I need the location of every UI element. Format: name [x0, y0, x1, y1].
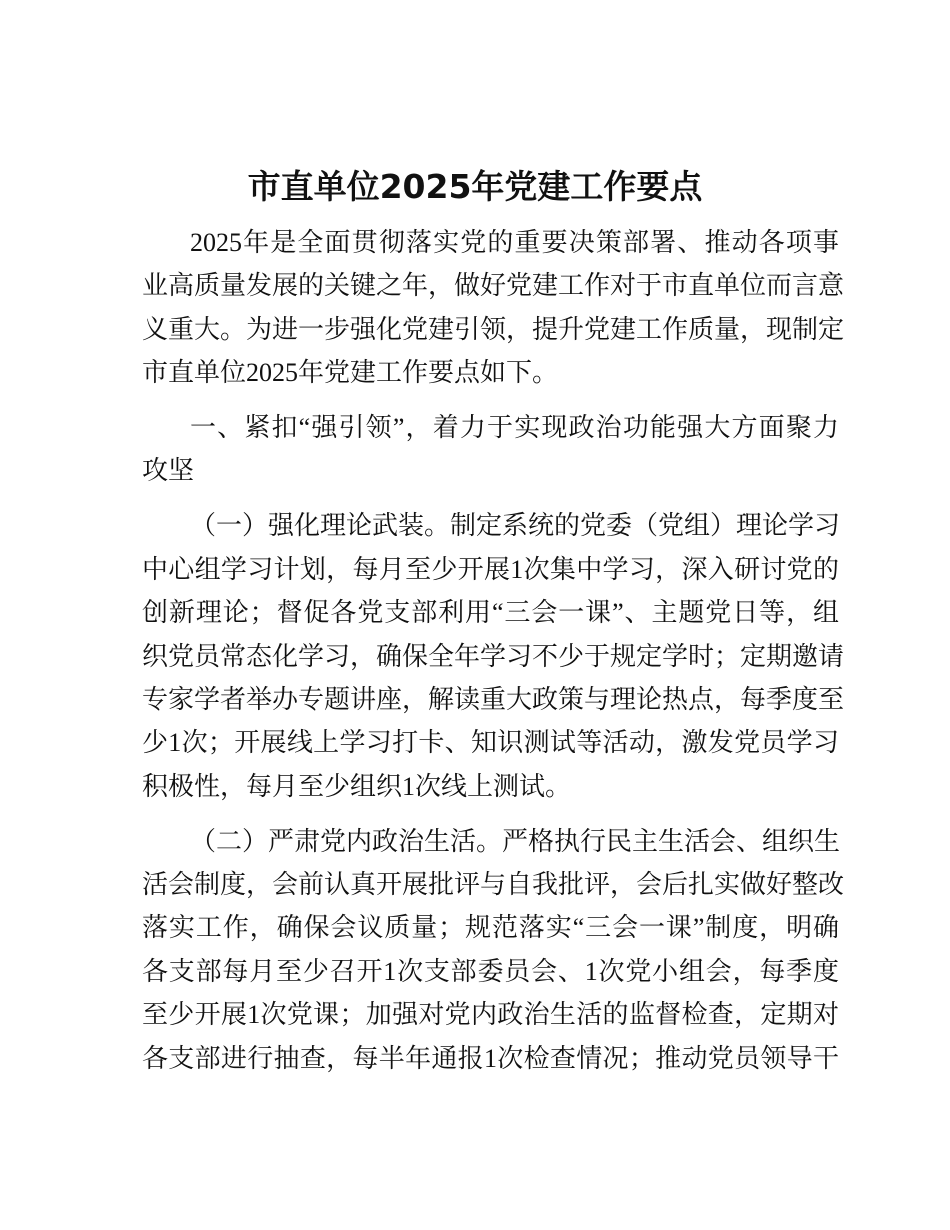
text-line: 织党员常态化学习，确保全年学习不少于规定学时；定期邀请 [142, 641, 845, 671]
text-line: 活会制度，会前认真开展批评与自我批评，会后扎实做好整改 [142, 869, 845, 899]
paragraph [142, 504, 845, 808]
paragraph [142, 820, 845, 1080]
paragraph [142, 221, 845, 395]
text-line: 业高质量发展的关键之年，做好党建工作对于市直单位而言意 [142, 271, 845, 301]
document-title: 市直单位2025年党建工作要点 [247, 167, 703, 206]
text-line: 落实工作，确保会议质量；规范落实“三会一课”制度，明确 [142, 913, 839, 943]
text-line: 义重大。为进一步强化党建引领，提升党建工作质量，现制定 [142, 314, 845, 344]
text-line: 各支部进行抽查，每半年通报1次检查情况；推动党员领导干 [142, 1043, 839, 1073]
text-line: 少1次；开展线上学习打卡、知识测试等活动，激发党员学习 [142, 728, 839, 758]
text-line: 至少开展1次党课；加强对党内政治生活的监督检查，定期对 [142, 1000, 839, 1030]
text-line: 中心组学习计划，每月至少开展1次集中学习，深入研讨党的 [142, 554, 839, 584]
text-line: 专家学者举办专题讲座，解读重大政策与理论热点，每季度至 [142, 684, 845, 714]
text-line: （一）强化理论武装。制定系统的党委（党组）理论学习 [190, 511, 841, 541]
text-line: 积极性，每月至少组织1次线上测试。 [142, 771, 572, 801]
text-line: （二）严肃党内政治生活。严格执行民主生活会、组织生 [190, 826, 841, 856]
document-body [142, 221, 845, 1091]
text-line: 一、紧扣“强引领”，着力于实现政治功能强大方面聚力 [190, 413, 839, 443]
text-line: 创新理论；督促各党支部利用“三会一课”、主题党日等，组 [142, 598, 839, 628]
text-line: 各支部每月至少召开1次支部委员会、1次党小组会，每季度 [142, 956, 839, 986]
text-line: 攻坚 [142, 456, 195, 486]
text-line: 2025年是全面贯彻落实党的重要决策部署、推动各项事 [190, 228, 839, 257]
paragraph [142, 406, 839, 493]
text-line: 市直单位2025年党建工作要点如下。 [142, 358, 559, 388]
